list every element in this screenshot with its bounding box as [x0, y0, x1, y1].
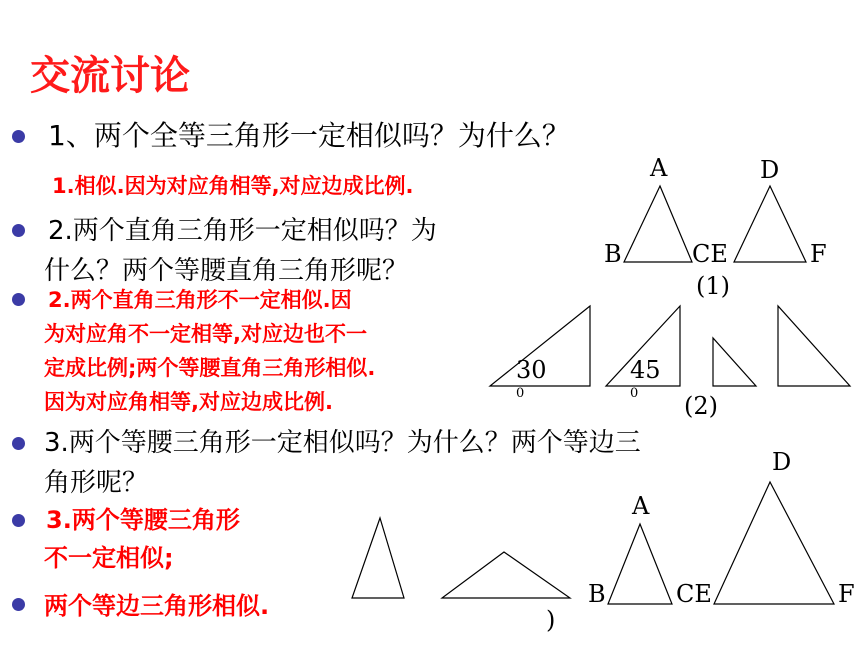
fig1-label-b: B: [604, 240, 622, 268]
page-title: 交流讨论: [30, 53, 190, 99]
question-1: 1、两个全等三角形一定相似吗？为什么？: [48, 119, 570, 152]
fig3-label-ce: CE: [676, 580, 712, 608]
answer-3-line3: 两个等边三角形相似.: [44, 592, 270, 620]
answer-2-line4: 因为对应角相等,对应边成比例.: [44, 390, 333, 414]
fig1-label-d: D: [760, 156, 780, 184]
fig2-angle-45-deg: 0: [630, 386, 639, 401]
answer-2-line1: 2.两个直角三角形不一定相似.因: [48, 288, 352, 312]
isosceles-tall: [352, 518, 404, 598]
fig3-label-b: B: [588, 580, 606, 608]
fig1-caption: (1): [696, 272, 730, 300]
fig2-angle-30-deg: 0: [516, 386, 525, 401]
fig3-label-f: F: [838, 580, 855, 608]
fig3-label-a: A: [632, 492, 650, 520]
fig2-angle-45: 45: [630, 356, 661, 384]
fig2-angle-30: 30: [516, 356, 547, 384]
equilateral-def: [714, 482, 834, 604]
fig1-label-f: F: [810, 240, 827, 268]
fig2-caption: (2): [684, 392, 718, 420]
question-2-line2: 什么？两个等腰直角三角形呢？: [44, 256, 409, 286]
small-right-triangle: [713, 338, 756, 386]
fig1-label-a: A: [650, 154, 668, 182]
answer-3-line1: 3.两个等腰三角形: [46, 506, 240, 534]
fig1-label-ce: CE: [692, 240, 728, 268]
triangle-abc: [624, 186, 692, 262]
isosceles-flat: [442, 552, 570, 598]
right-triangle-tilted: [778, 306, 850, 386]
question-3-line1: 3.两个等腰三角形一定相似吗？为什么？两个等边三: [44, 428, 641, 458]
question-3-line2: 角形呢？: [44, 468, 149, 498]
question-2-line1: 2.两个直角三角形一定相似吗？为: [48, 216, 437, 246]
fig3-caption: ): [546, 606, 556, 634]
equilateral-abc: [608, 524, 672, 604]
answer-2-line3: 定成比例;两个等腰直角三角形相似.: [44, 356, 376, 380]
triangle-def: [734, 186, 806, 262]
answer-1: 1.相似.因为对应角相等,对应边成比例.: [52, 174, 414, 198]
answer-2-line2: 为对应角不一定相等,对应边也不一: [44, 322, 367, 346]
answer-3-line2: 不一定相似;: [44, 544, 174, 572]
fig3-label-d: D: [772, 448, 792, 476]
